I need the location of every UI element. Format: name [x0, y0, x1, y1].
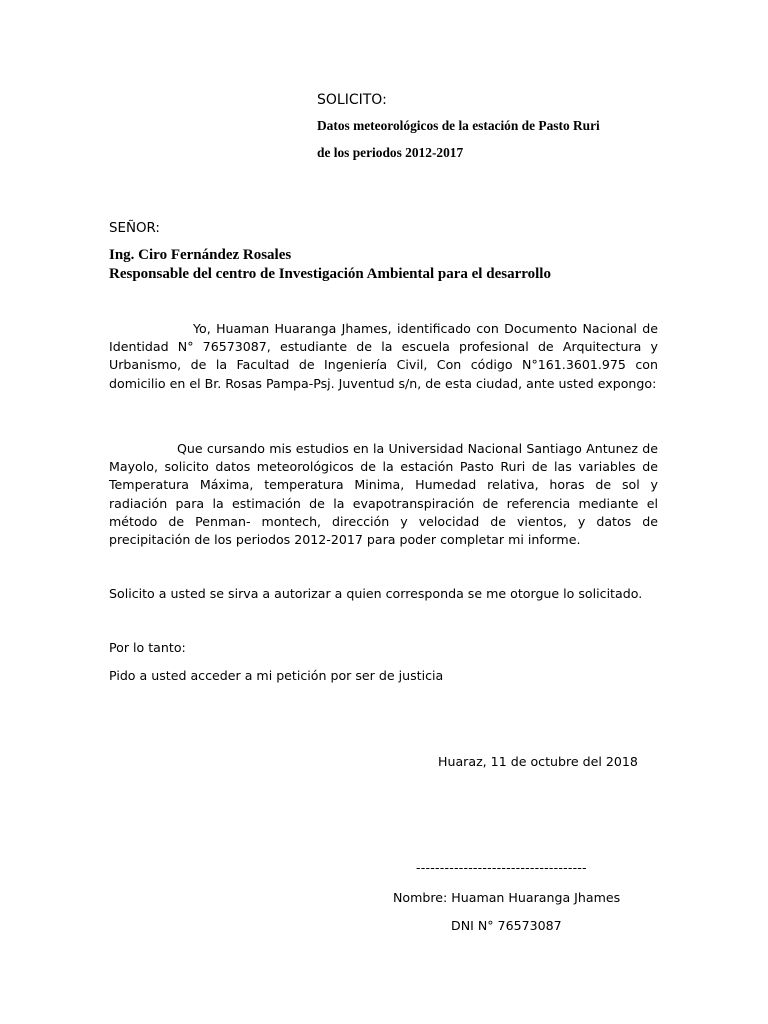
body-paragraph-request-details: Que cursando mis estudios en la Universidad Nacional Santiago Antunez de Mayolo, solicito datos meteorológicos de la estación Pasto Ruri de las variables de Temperatura Máxima, temperatura Minima, Humedad relativa, horas de sol y radiación para la estimación de la evapotranspiración de referencia mediante el método de Penman- montech, dirección y velocidad de vientos, y datos de precipitación de los periodos 2012-2017 para poder completar mi informe. — [109, 441, 658, 548]
plea-sentence: Pido a usted acceder a mi petición por ser de justicia — [109, 668, 444, 683]
signer-name: Nombre: Huaman Huaranga Jhames — [393, 890, 621, 905]
body-paragraph-introduction: Yo, Huaman Huaranga Jhames, identificado con Documento Nacional de Identidad N° 76573087, estudiante de la escuela profesional de Arquitectura y Urbanismo, de la Facultad de Ingeniería Civil, Con código N°161.3601.975 con domicilio en el Br. Rosas Pampa-Psj. Juventud s/n, de esta ciudad, ante usted expongo: — [109, 321, 658, 391]
addressee-name: Ing. Ciro Fernández Rosales — [109, 247, 292, 263]
request-sentence: Solicito a usted se sirva a autorizar a quien corresponda se me otorgue lo solicitado. — [109, 586, 643, 601]
subject-line-2: de los periodos 2012-2017 — [317, 145, 464, 160]
document-title: SOLICITO: — [317, 92, 387, 108]
signature-line: ------------------------------------ — [416, 860, 587, 875]
place-and-date: Huaraz, 11 de octubre del 2018 — [438, 754, 638, 769]
signer-dni: DNI N° 76573087 — [451, 918, 562, 933]
therefore-label: Por lo tanto: — [109, 640, 186, 655]
salutation: SEÑOR: — [109, 221, 160, 236]
addressee-role: Responsable del centro de Investigación Ambiental para el desarrollo — [109, 266, 551, 282]
subject-line-1: Datos meteorológicos de la estación de Pasto Ruri — [317, 118, 600, 133]
